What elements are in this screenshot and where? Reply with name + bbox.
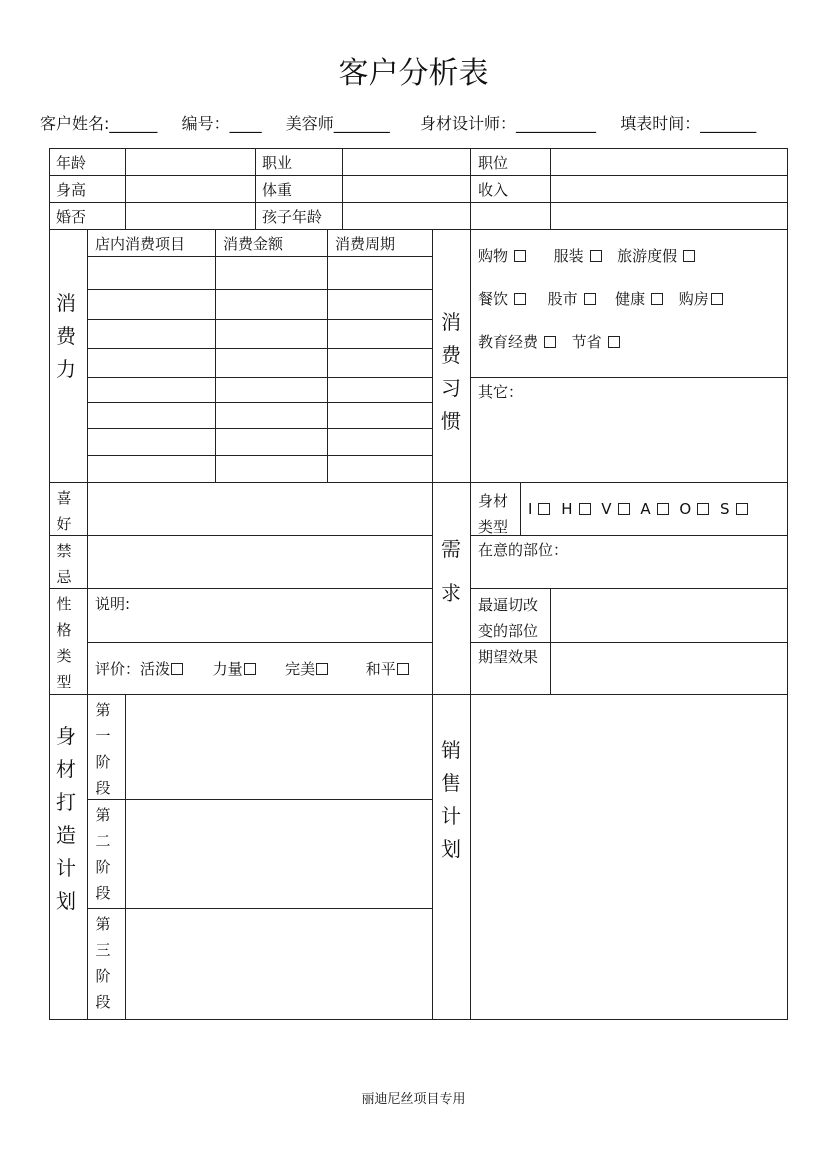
footer-note: 丽迪尼丝项目专用 <box>361 1092 466 1107</box>
height-label: 身高 <box>56 181 87 199</box>
date-field[interactable]: 填表时间：_______ <box>620 114 757 133</box>
stage-2-label: 第 二 阶 段 <box>95 806 111 902</box>
type-v-checkbox[interactable] <box>618 503 630 515</box>
habit-shopping: 购物 <box>478 247 509 265</box>
body-type-options: I H V A O S <box>528 500 748 518</box>
travel-checkbox[interactable] <box>683 250 695 262</box>
habit-saving: 节省 <box>571 333 602 351</box>
eval-power: 力量 <box>212 660 243 678</box>
type-a-checkbox[interactable] <box>657 503 669 515</box>
occupation-label: 职业 <box>262 154 293 172</box>
eval-peace: 和平 <box>365 660 396 678</box>
beautician-field[interactable]: 美容师_______ <box>285 114 390 133</box>
peace-checkbox[interactable] <box>397 663 409 675</box>
plan-section-label: 身 材 打 造 计 划 <box>56 724 76 913</box>
personality-label: 性 格 类 型 <box>56 595 72 691</box>
type-i-checkbox[interactable] <box>538 503 550 515</box>
stage-1-label: 第 一 阶 段 <box>95 701 111 797</box>
body-type-label: 身材 类型 <box>478 492 509 536</box>
clothing-checkbox[interactable] <box>590 250 602 262</box>
expectation-label: 期望效果 <box>478 648 539 666</box>
eval-lively: 评价：活泼 <box>95 660 171 678</box>
col-amount: 消费金额 <box>223 235 284 253</box>
stock-checkbox[interactable] <box>584 293 596 305</box>
page-title: 客户分析表 <box>338 56 489 91</box>
designer-field[interactable]: 身材设计师：__________ <box>420 114 597 133</box>
dining-checkbox[interactable] <box>514 293 526 305</box>
habit-other: 其它： <box>478 383 524 401</box>
col-store-item: 店内消费项目 <box>95 235 186 253</box>
habit-clothing: 服装 <box>553 247 584 265</box>
habit-dining: 餐饮 <box>478 290 509 308</box>
habits-section-label: 消 费 习 惯 <box>441 310 461 433</box>
shopping-checkbox[interactable] <box>514 250 526 262</box>
health-checkbox[interactable] <box>651 293 663 305</box>
personality-note: 说明: <box>95 595 131 613</box>
house-checkbox[interactable] <box>711 293 723 305</box>
analysis-table <box>49 148 788 1020</box>
type-h-checkbox[interactable] <box>579 503 591 515</box>
eval-perfect: 完美 <box>285 660 316 678</box>
care-area-label: 在意的部位： <box>478 541 569 559</box>
child-age-label: 孩子年龄 <box>262 208 323 226</box>
type-o-checkbox[interactable] <box>697 503 709 515</box>
perfect-checkbox[interactable] <box>316 663 328 675</box>
spending-section-label: 消 费 力 <box>56 291 76 381</box>
power-checkbox[interactable] <box>244 663 256 675</box>
education-checkbox[interactable] <box>544 336 556 348</box>
habit-stock: 股市 <box>547 290 578 308</box>
stage-3-label: 第 三 阶 段 <box>95 915 111 1011</box>
number-field[interactable]: 编号：____ <box>181 114 262 133</box>
position-label: 职位 <box>478 154 509 172</box>
header-fields <box>40 111 756 134</box>
sales-plan-label: 销 售 计 划 <box>441 738 461 861</box>
habit-travel: 旅游度假 <box>617 247 678 265</box>
urgent-area-label: 最逼切改 变的部位 <box>478 596 539 640</box>
saving-checkbox[interactable] <box>608 336 620 348</box>
needs-section-label: 需 求 <box>441 537 461 605</box>
type-s-checkbox[interactable] <box>736 503 748 515</box>
taboo-label: 禁 忌 <box>56 542 72 586</box>
like-label: 喜 好 <box>56 489 72 533</box>
income-label: 收入 <box>478 181 509 199</box>
married-label: 婚否 <box>56 208 87 226</box>
habit-house: 购房 <box>678 290 709 308</box>
habit-health: 健康 <box>615 290 646 308</box>
customer-name-field[interactable]: 客户姓名:______ <box>40 114 158 133</box>
lively-checkbox[interactable] <box>171 663 183 675</box>
weight-label: 体重 <box>262 181 293 199</box>
habit-education: 教育经费 <box>478 333 539 351</box>
col-cycle: 消费周期 <box>335 235 396 253</box>
age-label: 年龄 <box>56 154 87 172</box>
